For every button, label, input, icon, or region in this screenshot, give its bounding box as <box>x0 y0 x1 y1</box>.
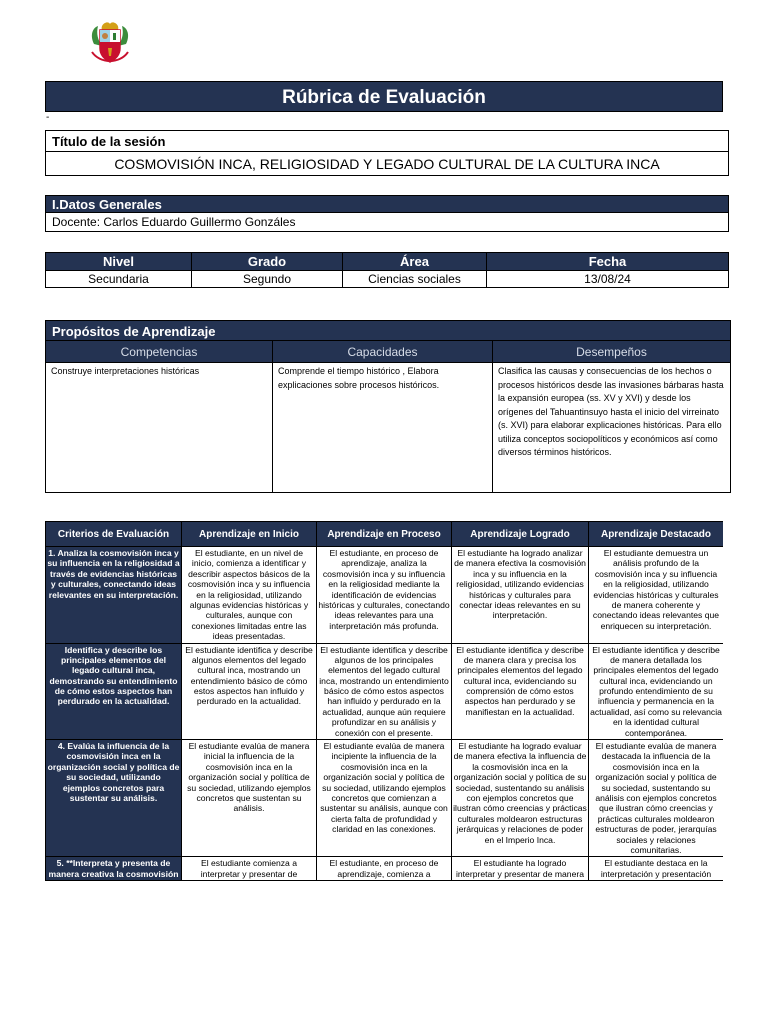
info-date: 13/08/24 <box>487 271 729 288</box>
criterion-2-destacado: El estudiante identifica y describe de manera detallada los principales elementos del legado cultural inca, evidenciando un profundo entendimiento de su influencia y permanencia en la actualidad, así como su relevancia en la identidad cultural contemporánea. <box>590 644 722 738</box>
criterion-2-logrado: El estudiante identifica y describe de manera clara y precisa los principales elementos del legado cultural inca, evidenciando su comprensión de cómo estos aspectos han perdurado y se manifiestan en la actualidad. <box>452 643 589 740</box>
criteria-header-proceso: Aprendizaje en Proceso <box>317 522 452 547</box>
info-grade: Segundo <box>192 271 343 288</box>
info-area: Ciencias sociales <box>343 271 487 288</box>
purposes-table <box>45 340 731 493</box>
purposes-capacity: Comprende el tiempo histórico , Elabora explicaciones sobre procesos históricos. <box>273 363 493 493</box>
info-table-header <box>46 253 729 271</box>
criterion-3-logrado: El estudiante ha logrado evaluar de manera efectiva la influencia de la cosmovisión inca en la organización social y política de su sociedad, sustentando su análisis con ejemplos concretos que ilustran cómo creencias y prácticas culturales moldearon estructuras jerárquicas y relaciones de poder en el Imperio Inca. <box>452 740 589 857</box>
teacher-name: Docente: Carlos Eduardo Guillermo Gonzáles <box>52 215 296 229</box>
criteria-header-row <box>46 522 724 547</box>
criterion-4-proceso: El estudiante, en proceso de aprendizaje, comienza a <box>317 857 452 881</box>
purposes-competency: Construye interpretaciones históricas <box>46 363 273 493</box>
purposes-col-capacities: Capacidades <box>273 341 493 363</box>
criterion-1: 1. Analiza la cosmovisión inca y su influencia en la religiosidad a través de evidencias históricas y culturales, conectando ideas relevantes en su interpretación. <box>46 547 182 644</box>
criterion-3-inicio: El estudiante evalúa de manera inicial la influencia de la cosmovisión inca en la organización social y política de su sociedad, utilizando ejemplos concretos que sustentan su análisis. <box>182 740 317 857</box>
purposes-heading-text: Propósitos de Aprendizaje <box>52 324 216 339</box>
info-header-grade: Grado <box>192 253 343 271</box>
page-title-bar <box>45 81 723 112</box>
general-data-heading-text: I.Datos Generales <box>52 197 162 212</box>
criterion-4-destacado: El estudiante destaca en la interpretación y presentación <box>589 857 724 881</box>
info-header-level: Nivel <box>46 253 192 271</box>
criterion-1-destacado: El estudiante demuestra un análisis profundo de la cosmovisión inca y su influencia en la religiosidad, utilizando evidencias históricas y culturales de manera coherente y conectando ideas relevantes que enriquecen su interpretación. <box>589 547 724 644</box>
criterion-3-destacado: El estudiante evalúa de manera destacada la influencia de la cosmovisión inca en la organización social y política de su sociedad, sustentando su análisis con ejemplos concretos que ilustran cómo creencias y prácticas culturales moldearon estructuras de poder, jerarquías sociales y relaciones comunitarias. <box>589 740 724 857</box>
criteria-header-logrado: Aprendizaje Logrado <box>452 522 589 547</box>
peru-coat-of-arms-icon <box>86 18 134 66</box>
criterion-2: Identifica y describe los principales elementos del legado cultural inca, demostrando su entendimiento de cómo estos aspectos han perdurado en la actualidad. <box>46 643 182 740</box>
criterion-1-proceso: El estudiante, en proceso de aprendizaje, analiza la cosmovisión inca y su influencia en la religiosidad mediante la identificación de evidencias históricas y culturales, conectando ideas relevantes para una interpretación más profunda. <box>317 547 452 644</box>
purposes-header-row <box>46 341 731 363</box>
info-header-area: Área <box>343 253 487 271</box>
criteria-clip <box>45 521 723 958</box>
criteria-row <box>46 740 724 857</box>
general-data-heading <box>45 195 729 213</box>
criterion-4-logrado: El estudiante ha logrado interpretar y presentar de manera <box>452 857 589 881</box>
session-title: COSMOVISIÓN INCA, RELIGIOSIDAD Y LEGADO CULTURAL DE LA CULTURA INCA <box>114 156 660 172</box>
criterion-1-logrado: El estudiante ha logrado analizar de manera efectiva la cosmovisión inca y su influencia en la religiosidad, utilizando evidencias históricas y culturales para conectar ideas relevantes en su interpretación. <box>452 547 589 644</box>
peru-coat-of-arms-logo <box>86 18 134 66</box>
criteria-row <box>46 857 724 881</box>
teacher-row <box>45 212 729 232</box>
criterion-3: 4. Evalúa la influencia de la cosmovisión inca en la organización social y política de su sociedad, utilizando ejemplos concretos para sustentar su análisis. <box>46 740 182 857</box>
criterion-3-proceso: El estudiante evalúa de manera incipiente la influencia de la cosmovisión inca en la organización social y política de su sociedad, utilizando ejemplos concretos que comienzan a sustentar su análisis, aunque con cierta falta de profundidad y claridad en las conexiones. <box>317 740 452 857</box>
info-table <box>45 252 729 288</box>
info-table-row <box>46 271 729 288</box>
session-label: Título de la sesión <box>52 134 166 149</box>
info-level: Secundaria <box>46 271 192 288</box>
criterion-2-proceso: El estudiante identifica y describe algunos de los principales elementos del legado cultural inca, mostrando un entendimiento básico de cómo estos aspectos han influido y perdurado en la actualidad, aunque aún requiere profundizar en su análisis y conexión con el presente. <box>317 643 452 740</box>
criteria-header-destacado: Aprendizaje Destacado <box>589 522 724 547</box>
page-title: Rúbrica de Evaluación <box>282 87 486 108</box>
criterion-4-inicio: El estudiante comienza a interpretar y presentar de <box>182 857 317 881</box>
criteria-row <box>46 547 724 644</box>
purposes-row <box>46 363 731 493</box>
purposes-performance: Clasifica las causas y consecuencias de los hechos o procesos históricos desde las invasiones bárbaras hasta la expansión europea (ss. XV y XVI) y desde los orígenes del Tahuantinsuyo hasta el inicio del virreinato (s. XVI) para elaborar explicaciones históricas. Para ello utiliza conceptos sociopolíticos y económicos así como diversos términos históricos. <box>493 363 731 493</box>
purposes-col-competencies: Competencias <box>46 341 273 363</box>
criteria-header-inicio: Aprendizaje en Inicio <box>182 522 317 547</box>
criteria-header-criterion: Criterios de Evaluación <box>46 522 182 547</box>
info-header-date: Fecha <box>487 253 729 271</box>
session-box <box>45 130 729 176</box>
criteria-table <box>45 521 723 881</box>
criterion-2-inicio: El estudiante identifica y describe algunos elementos del legado cultural inca, mostrando un entendimiento básico de cómo estos aspectos han influido y perdurado en la actualidad. <box>182 643 317 740</box>
purposes-heading <box>45 320 731 341</box>
stray-mark: - <box>46 112 50 123</box>
purposes-col-performances: Desempeños <box>493 341 731 363</box>
criteria-row <box>46 643 724 740</box>
criterion-4: 5. **Interpreta y presenta de manera creativa la cosmovisión <box>46 857 182 881</box>
criterion-1-inicio: El estudiante, en un nivel de inicio, comienza a identificar y describir aspectos básicos de la cosmovisión inca y su influencia en la religiosidad, utilizando algunas evidencias históricas y culturales, aunque con conexiones limitadas entre las ideas presentadas. <box>182 547 317 644</box>
